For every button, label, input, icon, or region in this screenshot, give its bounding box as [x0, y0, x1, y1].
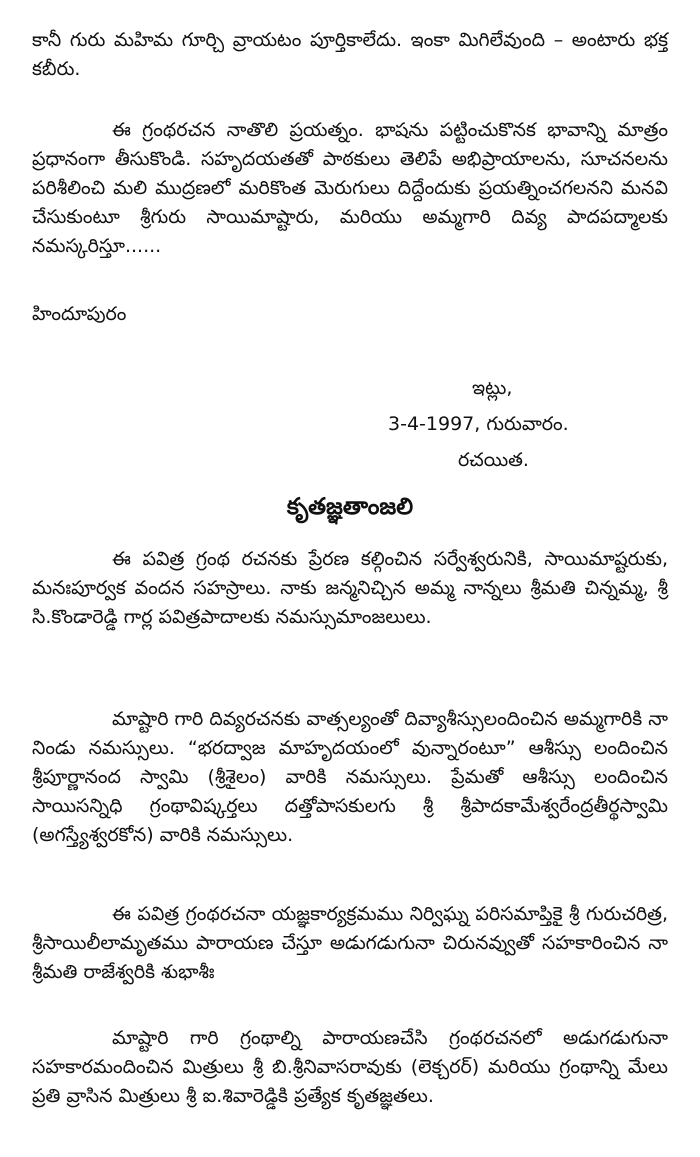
- acknowledgement-heading: కృతజ్ఞతాంజలి: [286, 494, 414, 520]
- signoff: ఇట్లు,: [472, 377, 513, 399]
- date-line: 3-4-1997, గురువారం.: [388, 413, 569, 435]
- acknowledgement-paragraph: ఈ పవిత్ర గ్రంథరచనా యజ్ఞకార్యక్రమము నిర్విఘ్న పరిసమాప్తికై శ్రీ గురుచరిత్ర, శ్రీసాయిలీలామృతము పారాయణ చేస్తూ అడుగడుగునా చిరునవ్వుతో సహకారించిన నా శ్రీమతి రాజేశ్వరికి శుభాశీః: [32, 903, 668, 983]
- acknowledgement-paragraph: మాష్టారి గారి దివ్యరచనకు వాత్సల్యంతో దివ్యాశీస్సులందించిన అమ్మగారికి నా నిండు నమస్సులు. “భరద్వాజ మాహృదయంలో వున్నారంటూ” ఆశీస్సు లందించిన శ్రీపూర్ణానంద స్వామి (శ్రీశైలం) వారికి నమస్సులు. ప్రేమతో ఆశీస్సు లందించిన సాయిసన్నిధి గ్రంథావిష్కర్తలు దత్తోపాసకులగు శ్రీ శ్రీపాదకామేశ్వరేంద్రతీర్థస్వామి (అగస్త్యేశ్వరకోన) వారికి నమస్సులు.: [32, 708, 668, 846]
- author-line: రచయిత.: [458, 449, 529, 471]
- acknowledgement-paragraph: ఈ పవిత్ర గ్రంథ రచనకు ప్రేరణ కల్గించిన సర్వేశ్వరునికి, సాయిమాష్టరుకు, మనఃపూర్వక వందన సహస్రాలు. నాకు జన్మనిచ్చిన అమ్మ నాన్నలు శ్రీమతి చిన్నమ్మ, శ్రీ సి.కొండారెడ్డి గార్ల పవిత్రపాదాలకు నమస్సుమాంజలులు.: [32, 548, 668, 628]
- preface-paragraph-continued: కానీ గురు మహిమ గూర్చి వ్రాయటం పూర్తికాలేదు. ఇంకా మిగిలేవుంది – అంటారు భక్త కబీరు.: [32, 29, 668, 80]
- acknowledgement-paragraph: మాష్టారి గారి గ్రంథాల్ని పారాయణచేసి గ్రంథరచనలో అడుగడుగునా సహకారమందించిన మిత్రులు శ్రీ బి.శ్రీనివాసరావుకు (లెక్చరర్) మరియు గ్రంథాన్ని మేలు ప్రతి వ్రాసిన మిత్రులు శ్రీ ఐ.శివారెడ్డికి ప్రత్యేక కృతజ్ఞతలు.: [32, 1027, 668, 1107]
- preface-paragraph-request: ఈ గ్రంథరచన నాతొలి ప్రయత్నం. భాషను పట్టించుకొనక భావాన్ని మాత్రం ప్రధానంగా తీసుకొండి. సహృదయతతో పాఠకులు తెలిపే అభిప్రాయాలను, సూచనలను పరిశీలించి మలి ముద్రణలో మరికొంత మెరుగులు దిద్దేందుకు ప్రయత్నించగలనని మనవి చేసుకుంటూ శ్రీగురు సాయిమాష్టారు, మరియు అమ్మగారి దివ్య పాదపద్మాలకు నమస్కరిస్తూ......: [32, 119, 668, 257]
- place-name: హిందూపురం: [32, 303, 127, 325]
